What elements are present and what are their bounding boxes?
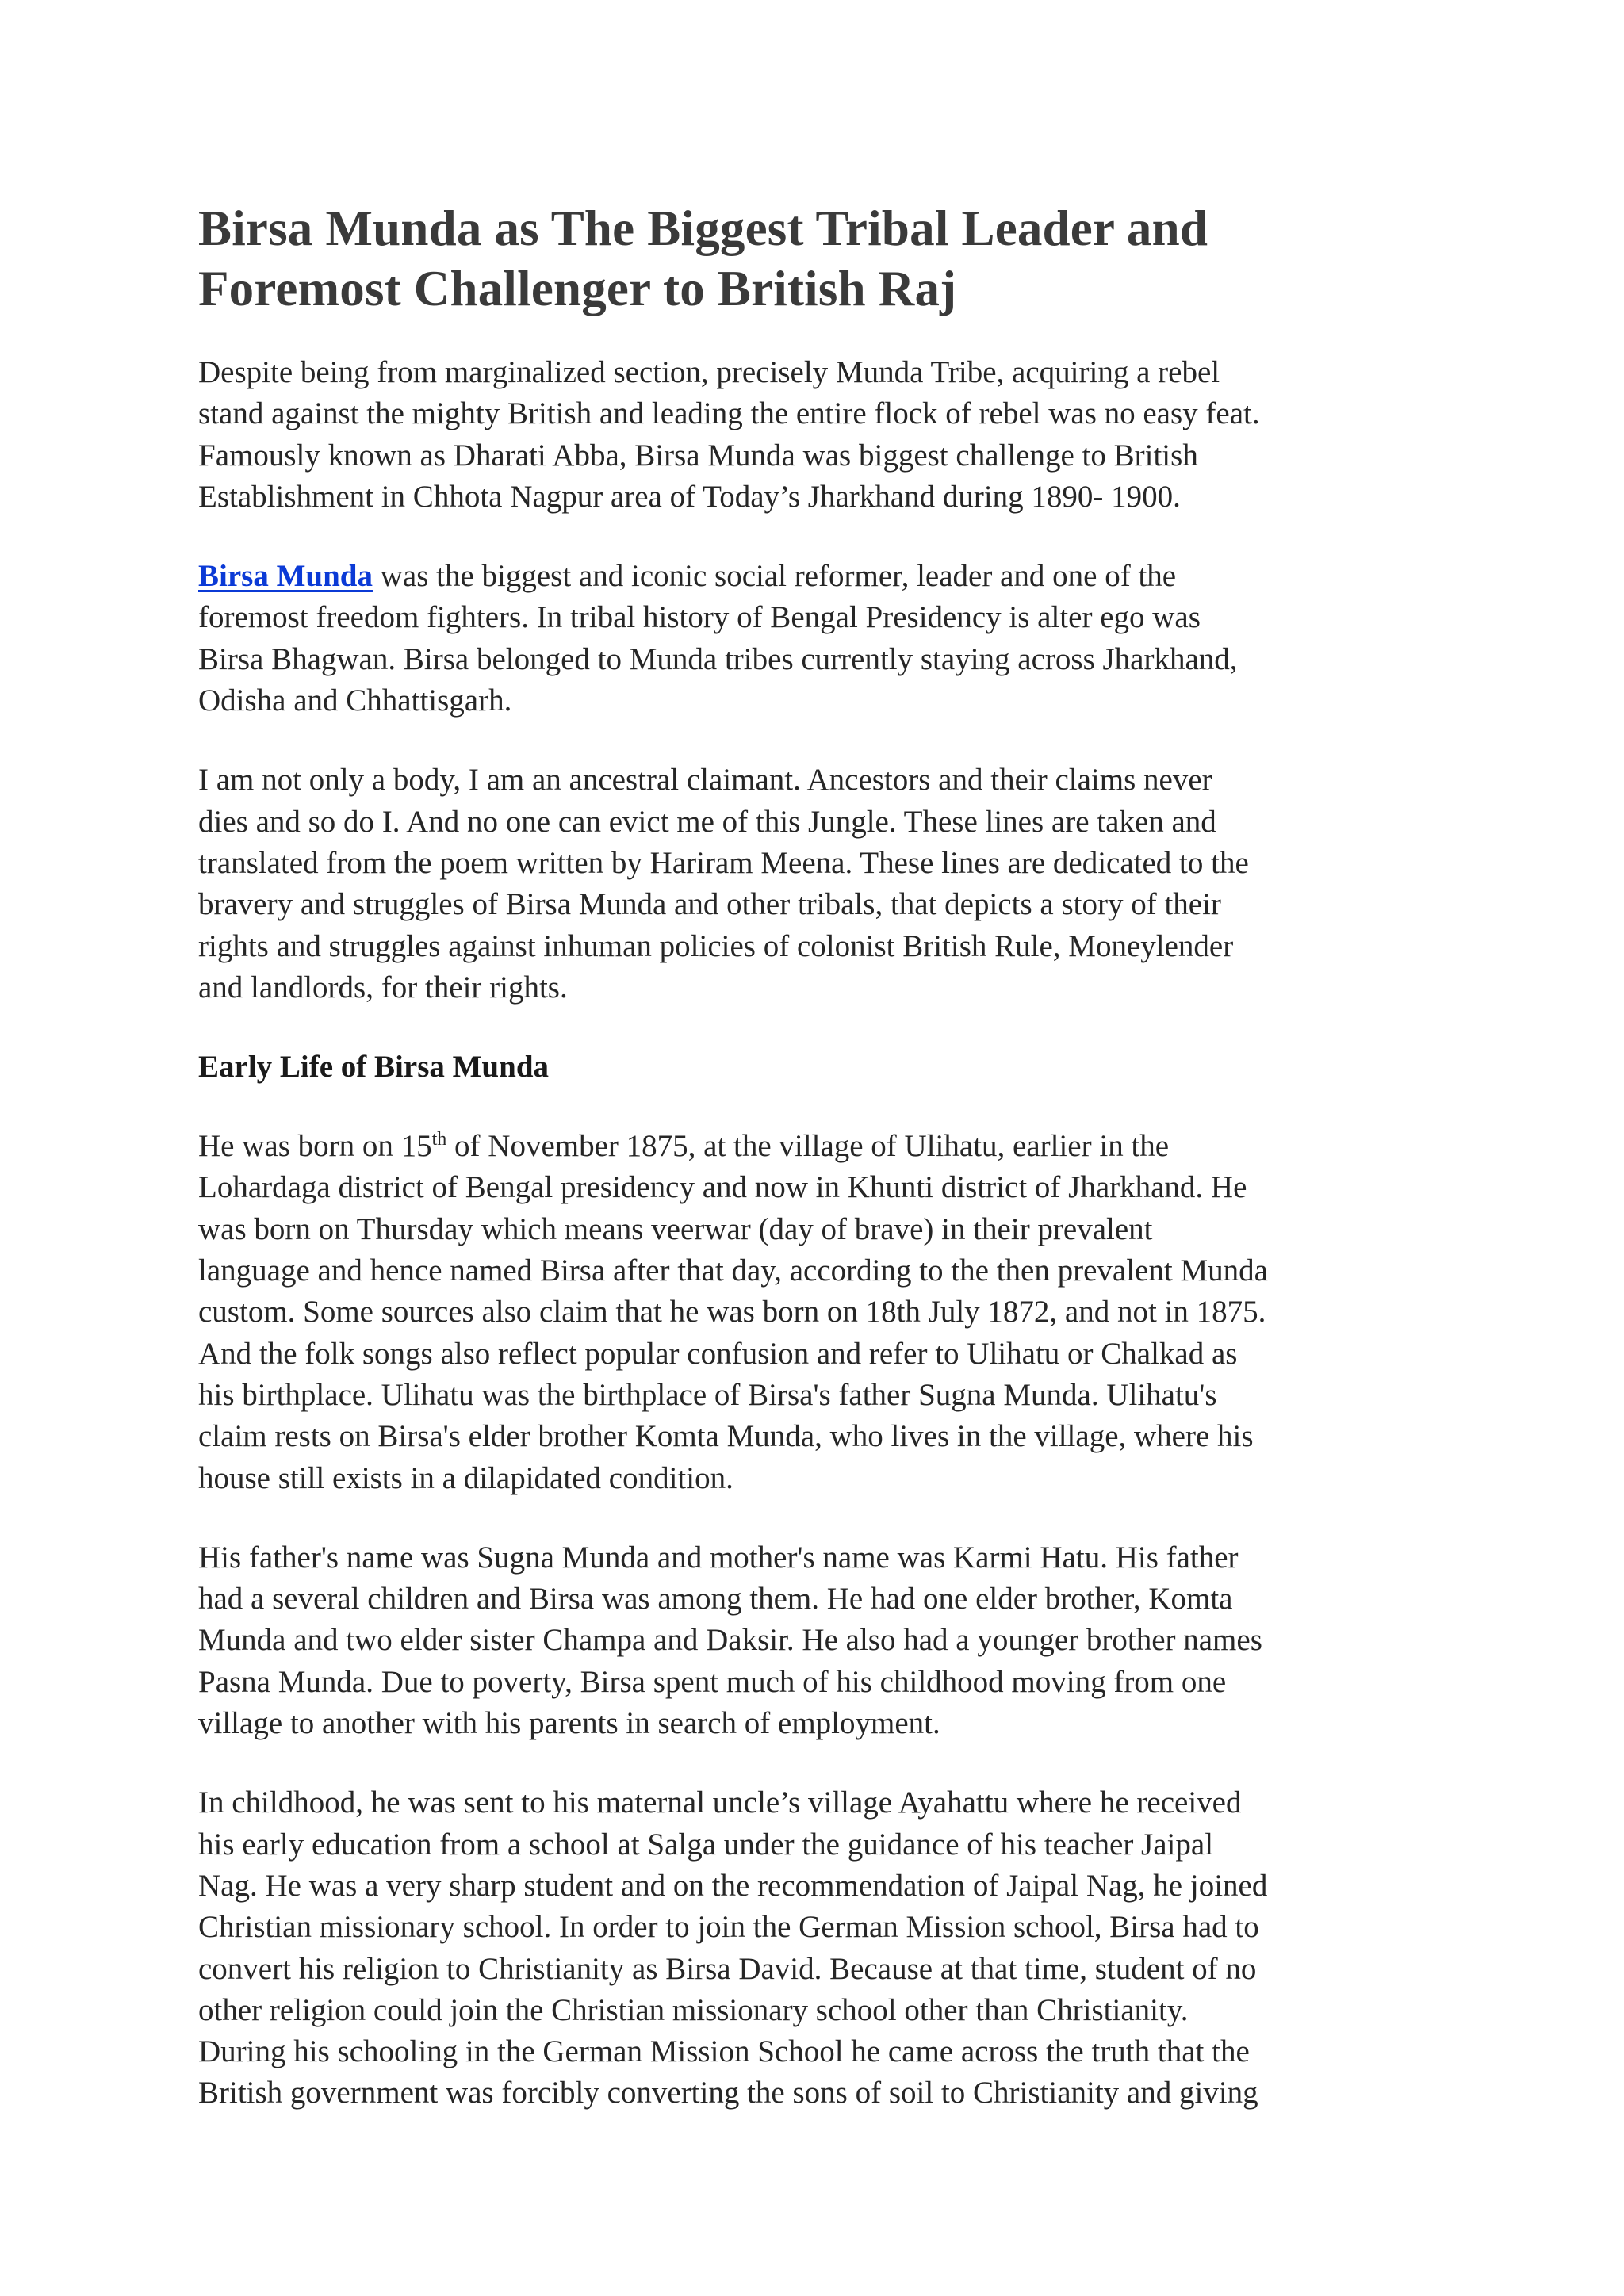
ordinal-superscript: th (431, 1129, 447, 1150)
text-line: convert his religion to Christianity as Birsa David. Because at that time, student of no (198, 1951, 1257, 1986)
text-line: house still exists in a dilapidated condition. (198, 1460, 733, 1495)
family-paragraph (198, 1537, 1451, 1744)
text-line: Odisha and Chhattisgarh. (198, 683, 512, 718)
text-line: I am not only a body, I am an ancestral claimant. Ancestors and their claims never (198, 763, 1212, 798)
text-line: claim rests on Birsa's elder brother Komta Munda, who lives in the village, where his (198, 1419, 1254, 1454)
text-line: his birthplace. Ulihatu was the birthplace of Birsa's father Sugna Munda. Ulihatu's (198, 1377, 1217, 1412)
text-line: was born on Thursday which means veerwar (day of brave) in their prevalent (198, 1211, 1153, 1246)
section-heading: Early Life of Birsa Munda (198, 1050, 550, 1085)
text-line: British government was forcibly converting the sons of soil to Christianity and giving (198, 2076, 1258, 2110)
text-line: Nag. He was a very sharp student and on the recommendation of Jaipal Nag, he joined (198, 1868, 1268, 1903)
text-line: And the folk songs also reflect popular confusion and refer to Ulihatu or Chalkad as (198, 1336, 1238, 1371)
article-title-line-2: Foremost Challenger to British Raj (198, 261, 957, 316)
text-line: translated from the poem written by Hariram Meena. These lines are dedicated to the (198, 845, 1249, 880)
text-line: Despite being from marginalized section, precisely Munda Tribe, acquiring a rebel (198, 355, 1220, 389)
text-line: foremost freedom fighters. In tribal history of Bengal Presidency is alter ego was (198, 600, 1201, 635)
text-line: In childhood, he was sent to his maternal uncle’s village Ayahattu where he received (198, 1785, 1242, 1820)
text-line: language and hence named Birsa after that day, according to the then prevalent Munda (198, 1253, 1268, 1288)
text-line: Lohardaga district of Bengal presidency and now in Khunti district of Jharkhand. He (198, 1170, 1247, 1205)
text-line: Birsa Bhagwan. Birsa belonged to Munda tribes currently staying across Jharkhand, (198, 641, 1238, 676)
text-line: Famously known as Dharati Abba, Birsa Munda was biggest challenge to British (198, 438, 1198, 473)
text-line: bravery and struggles of Birsa Munda and other tribals, that depicts a story of their (198, 887, 1221, 922)
text-line: Munda and two elder sister Champa and Daksir. He also had a younger brother names (198, 1623, 1262, 1658)
education-paragraph (198, 1782, 1451, 2114)
text-line: other religion could join the Christian missionary school other than Christianity. (198, 1992, 1189, 2027)
text-line: Establishment in Chhota Nagpur area of Today’s Jharkhand during 1890- 1900. (198, 479, 1181, 514)
reformer-paragraph (198, 556, 1451, 721)
text-line: and landlords, for their rights. (198, 970, 568, 1004)
article-title-line-1: Birsa Munda as The Biggest Tribal Leader and (198, 201, 1208, 256)
text-line: his early education from a school at Salga under the guidance of his teacher Jaipal (198, 1827, 1214, 1862)
intro-paragraph (198, 352, 1451, 518)
text-line: of November 1875, at the village of Ulihatu, earlier in the (446, 1129, 1170, 1164)
text-line: rights and struggles against inhuman policies of colonist British Rule, Moneylender (198, 928, 1234, 963)
birsa-munda-link[interactable]: Birsa Munda (198, 559, 373, 594)
text-line: custom. Some sources also claim that he was born on 18th July 1872, and not in 1875. (198, 1295, 1266, 1330)
text-line: During his schooling in the German Mission School he came across the truth that the (198, 2034, 1250, 2069)
text-line: was the biggest and iconic social reformer, leader and one of the (372, 559, 1177, 594)
poem-paragraph (198, 760, 1451, 1008)
text-line: village to another with his parents in search of employment. (198, 1706, 940, 1741)
text-line: He was born on 15 (198, 1129, 432, 1164)
text-line: Christian missionary school. In order to join the German Mission school, Birsa had to (198, 1910, 1259, 1945)
text-line: had a several children and Birsa was among them. He had one elder brother, Komta (198, 1582, 1233, 1617)
text-line: stand against the mighty British and leading the entire flock of rebel was no easy feat. (198, 396, 1260, 431)
birth-paragraph (198, 1126, 1451, 1499)
text-line: dies and so do I. And no one can evict me of this Jungle. These lines are taken and (198, 804, 1216, 839)
document-page (198, 198, 1451, 2152)
article-title (198, 198, 1451, 319)
text-line: His father's name was Sugna Munda and mother's name was Karmi Hatu. His father (198, 1540, 1239, 1575)
text-line: Pasna Munda. Due to poverty, Birsa spent much of his childhood moving from one (198, 1664, 1227, 1699)
